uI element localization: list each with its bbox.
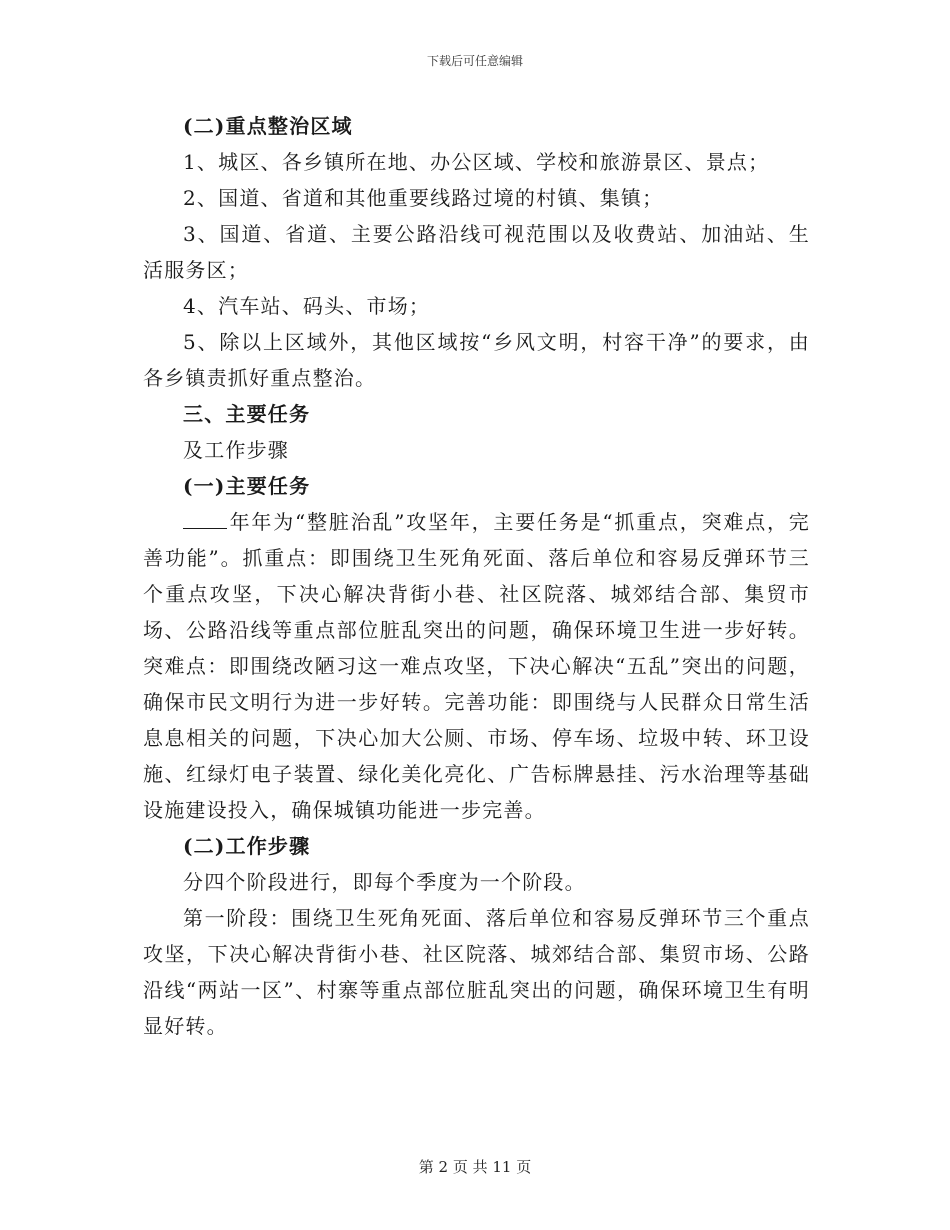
blank-underline <box>183 510 227 529</box>
subsection-heading-work-steps: (二)工作步骤 <box>183 834 311 858</box>
paragraph-stage-one: 第一阶段：围绕卫生死角死面、落后单位和容易反弹环节三个重点攻坚，下决心解决背街小巷、社区院落、城郊结合部、集贸市场、公路沿线“两站一区”、村寨等重点部位脏乱突出的问题，确保环境卫生有明显好转。 <box>143 906 810 1038</box>
list-item-1: 1、城区、各乡镇所在地、办公区域、学校和旅游景区、景点； <box>183 150 770 174</box>
list-item-3: 3、国道、省道、主要公路沿线可视范围以及收费站、加油站、生活服务区； <box>143 222 810 282</box>
list-item-4: 4、汽车站、码头、市场； <box>183 294 431 318</box>
page-header-note: 下载后可任意编辑 <box>426 54 523 68</box>
paragraph-stages-intro: 分四个阶段进行，即每个季度为一个阶段。 <box>183 870 586 894</box>
section-heading-main-tasks: 三、主要任务 <box>183 402 311 426</box>
document-body <box>143 108 810 1044</box>
list-item-2: 2、国道、省道和其他重要线路过境的村镇、集镇； <box>183 186 664 210</box>
paragraph-main-tasks-text: 年年为“整脏治乱”攻坚年，主要任务是“抓重点，突难点，完善功能”。抓重点：即围绕卫生死角死面、落后单位和容易反弹环节三个重点攻坚，下决心解决背街小巷、社区院落、城郊结合部、集贸市场、公路沿线等重点部位脏乱突出的问题，确保环境卫生进一步好转。突难点：即围绕改陋习这一难点攻坚，下决心解决“五乱”突出的问题，确保市民文明行为进一步好转。完善功能：即围绕与人民群众日常生活息息相关的问题，下决心加大公厕、市场、停车场、垃圾中转、环卫设施、红绿灯电子装置、绿化美化亮化、广告标牌悬挂、污水治理等基础设施建设投入，确保城镇功能进一步完善。 <box>143 510 810 822</box>
section-heading-key-areas: (二)重点整治区域 <box>183 114 353 138</box>
page-number-footer: 第 2 页 共 11 页 <box>418 1158 532 1176</box>
subsection-heading-main-tasks: (一)主要任务 <box>183 474 311 498</box>
list-item-5: 5、除以上区域外，其他区域按“乡风文明，村容干净”的要求，由各乡镇责抓好重点整治。 <box>143 330 810 390</box>
paragraph-main-tasks <box>143 504 810 828</box>
section-heading-continuation: 及工作步骤 <box>183 438 289 462</box>
